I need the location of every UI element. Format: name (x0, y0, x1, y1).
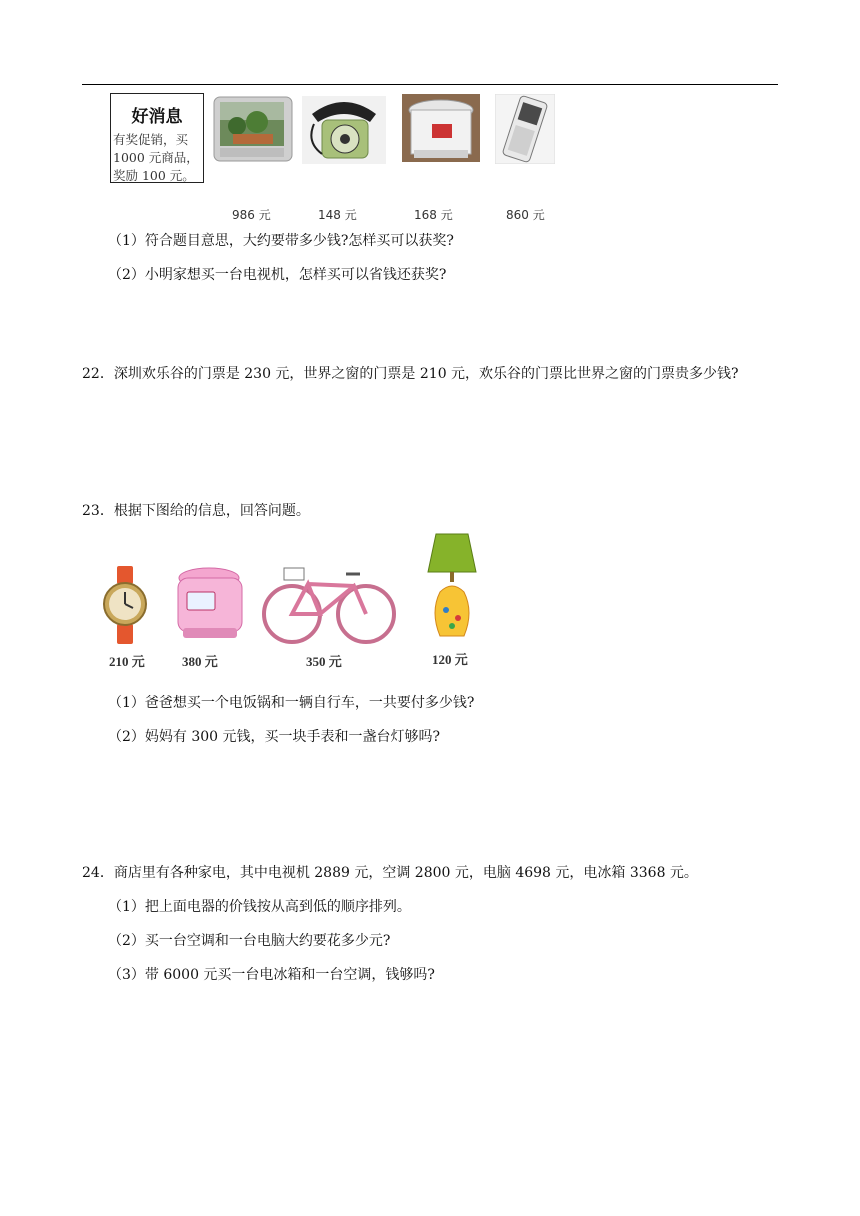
mobile-phone-image (495, 94, 555, 164)
lamp-price: 120 元 (432, 652, 468, 667)
watch-price: 210 元 (109, 654, 145, 669)
q21-sub-1: （1）符合题目意思，大约要带多少钱?怎样买可以获奖? (108, 233, 454, 249)
q21-sub-2: （2）小明家想买一台电视机，怎样买可以省钱还获奖? (108, 267, 447, 283)
watch-image (102, 566, 148, 644)
mobile-phone-price: 860 元 (506, 208, 545, 222)
q22-text: 22．深圳欢乐谷的门票是 230 元，世界之窗的门票是 210 元，欢乐谷的门票比世界之窗的门票贵多少钱? (82, 366, 739, 382)
telephone-price: 148 元 (318, 208, 357, 222)
q24-sub-1: （1）把上面电器的价钱按从高到低的顺序排列。 (108, 899, 411, 915)
promo-box (110, 93, 204, 183)
rice-cooker-image (402, 94, 480, 162)
q24-sub-2: （2）买一台空调和一台电脑大约要花多少元? (108, 933, 391, 949)
bicycle-image (260, 562, 400, 646)
pink-rice-cooker-image (173, 566, 247, 642)
q23-sub-2: （2）妈妈有 300 元钱，买一块手表和一盏台灯够吗? (108, 729, 441, 745)
q23-stem: 23．根据下图给的信息，回答问题。 (82, 503, 310, 519)
header-rule (82, 84, 778, 85)
promo-title: 好消息 (131, 107, 183, 127)
q24-stem: 24．商店里有各种家电，其中电视机 2889 元，空调 2800 元，电脑 4698 元，电冰箱 3368 元。 (82, 865, 698, 881)
rice-cooker-price: 168 元 (414, 208, 453, 222)
q24-sub-3: （3）带 6000 元买一台电冰箱和一台空调，钱够吗? (108, 967, 435, 983)
tv-price: 986 元 (232, 208, 271, 222)
bicycle-price: 350 元 (306, 654, 342, 669)
rice-cooker-price: 380 元 (182, 654, 218, 669)
q23-sub-1: （1）爸爸想买一个电饭锅和一辆自行车，一共要付多少钱? (108, 695, 475, 711)
promo-body: 有奖促销，买1000 元商品，奖励 100 元。 (113, 132, 199, 183)
telephone-image (302, 96, 386, 164)
television-image (213, 96, 293, 162)
table-lamp-image (426, 532, 478, 644)
